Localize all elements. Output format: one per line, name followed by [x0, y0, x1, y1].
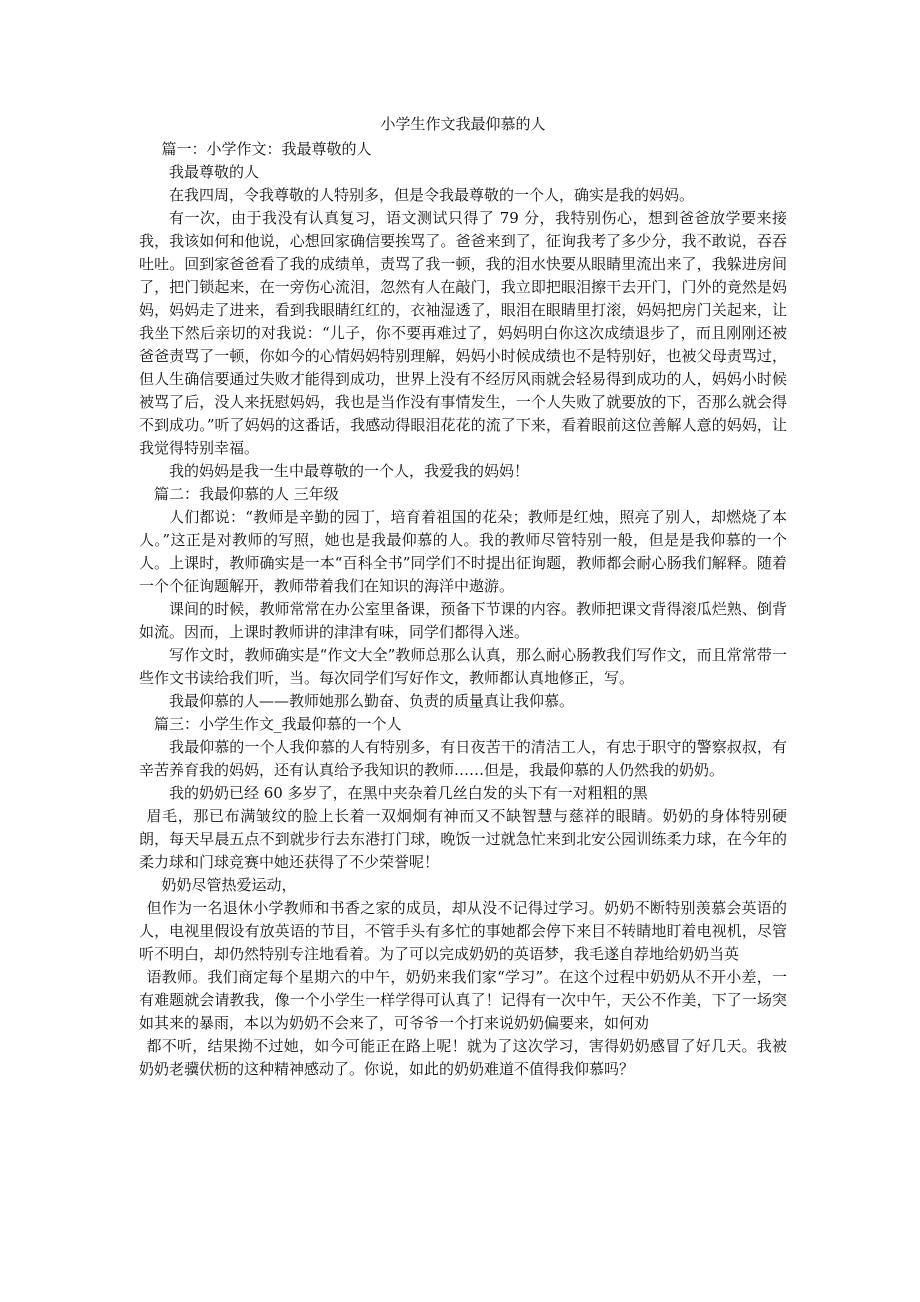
paragraph: 我的妈妈是我一生中最尊敬的一个人，我爱我的妈妈！	[169, 462, 530, 480]
paragraph: 在我四周，令我尊敬的人特别多，但是令我最尊敬的一个人，确实是我的妈妈。	[169, 186, 695, 204]
paragraph: 课间的时候，教师常常在办公室里备课，预备下节课的内容。教师把课文背得滚瓜烂熟、倒背如流。因而，上课时教师讲的津津有味，同学们都得入迷。	[139, 600, 787, 641]
section-heading-2: 篇二：我最仰慕的人 三年级	[154, 485, 339, 503]
paragraph: 眉毛，那已布满皱纹的脸上长着一双炯炯有神而又不缺智慧与慈祥的眼睛。奶奶的身体特别硬朗，每天早晨五点不到就步行去东港打门球，晚饭一过就急忙来到北安公园训练柔力球，在今年的柔力球和门球竞赛中她还获得了不少荣誉呢！	[139, 807, 787, 871]
paragraph: 奶奶尽管热爱运动，	[161, 876, 297, 894]
paragraph: 我最仰慕的一个人我仰慕的人有特别多，有日夜苦干的清洁工人，有忠于职守的警察叔叔，有辛苦养育我的妈妈，还有认真给予我知识的教师……但是，我最仰慕的人仍然我的奶奶。	[139, 738, 787, 779]
paragraph: 语教师。我们商定每个星期六的中午，奶奶来我们家“学习”。在这个过程中奶奶从不开小差，一有难题就会请教我，像一个小学生一样学得可认真了！记得有一次中午，天公不作美，下了一场突如其来的暴雨，本以为奶奶不会来了，可爷爷一个打来说奶奶偏要来，如何劝	[139, 968, 787, 1032]
paragraph: 我的奶奶已经 60 多岁了，在黑中夹杂着几丝白发的头下有一对粗粗的黑	[169, 784, 648, 802]
paragraph: 有一次，由于我没有认真复习，语文测试只得了 79 分，我特别伤心，想到爸爸放学要来接我，我该如何和他说，心想回家确信要挨骂了。爸爸来到了，征询我考了多少分，我不敢说，吞吞吐吐。回到家爸爸看了我的成绩单，责骂了我一顿，我的泪水快要从眼睛里流出来了，我躲进房间了，把门锁起来，在一旁伤心流泪，忽然有人在敲门，我立即把眼泪擦干去开门，门外的竟然是妈妈，妈妈走了进来，看到我眼睛红红的，衣袖湿透了，眼泪在眼睛里打滚，妈妈把房门关起来，让我坐下然后亲切的对我说：“儿子，你不要再难过了，妈妈明白你这次成绩退步了，而且刚刚还被爸爸责骂了一顿，你如今的心情妈妈特别理解，妈妈小时候成绩也不是特别好，也被父母责骂过，但人生确信要通过失败才能得到成功，世界上没有不经厉风雨就会轻易得到成功的人，妈妈小时候被骂了后，没人来抚慰妈妈，我也是当作没有事情发生，一个人失败了就要放的下，否那么就会得不到成功。”听了妈妈的这番话，我感动得眼泪花花的流了下来，看着眼前这位善解人意的妈妈，让我觉得特别幸福。	[139, 209, 787, 457]
paragraph: 我最仰慕的人——教师她那么勤奋、负责的质量真让我仰慕。	[169, 692, 575, 710]
document-page	[139, 113, 787, 1081]
section-heading-1: 篇一：小学作文：我最尊敬的人	[161, 140, 372, 158]
section-heading-3: 篇三：小学生作文_我最仰慕的一个人	[154, 715, 402, 733]
paragraph: 人们都说：“教师是辛勤的园丁，培育着祖国的花朵；教师是红烛，照亮了别人，却燃烧了本人。”这正是对教师的写照，她也是我最仰慕的人。我的教师尽管特别一般，但是是我仰慕的一个人。上课时，教师确实是一本“百科全书”同学们不时提出征询题，教师都会耐心肠我们解释。随着一个个征询题解开，教师带着我们在知识的海洋中遨游。	[139, 508, 787, 595]
document-title: 小学生作文我最仰慕的人	[380, 115, 546, 133]
paragraph: 写作文时，教师确实是“作文大全”教师总那么认真，那么耐心肠教我们写作文，而且常常带一些作文书读给我们听，当。每次同学们写好作文，教师都认真地修正，写。	[139, 646, 787, 687]
paragraph-subtitle: 我最尊敬的人	[169, 163, 260, 181]
paragraph: 但作为一名退休小学教师和书香之家的成员，却从没不记得过学习。奶奶不断特别羡慕会英语的人，电视里假设有放英语的节目，不管手头有多忙的事她都会停下来目不转睛地盯着电视机，尽管听不明白，却仍然特别专注地看着。为了可以完成奶奶的英语梦，我毛遂自荐地给奶奶当英	[139, 899, 787, 963]
paragraph: 都不听，结果拗不过她，如今可能正在路上呢！就为了这次学习，害得奶奶感冒了好几天。我被奶奶老骥伏枥的这种精神感动了。你说，如此的奶奶难道不值得我仰慕吗？	[139, 1037, 787, 1078]
